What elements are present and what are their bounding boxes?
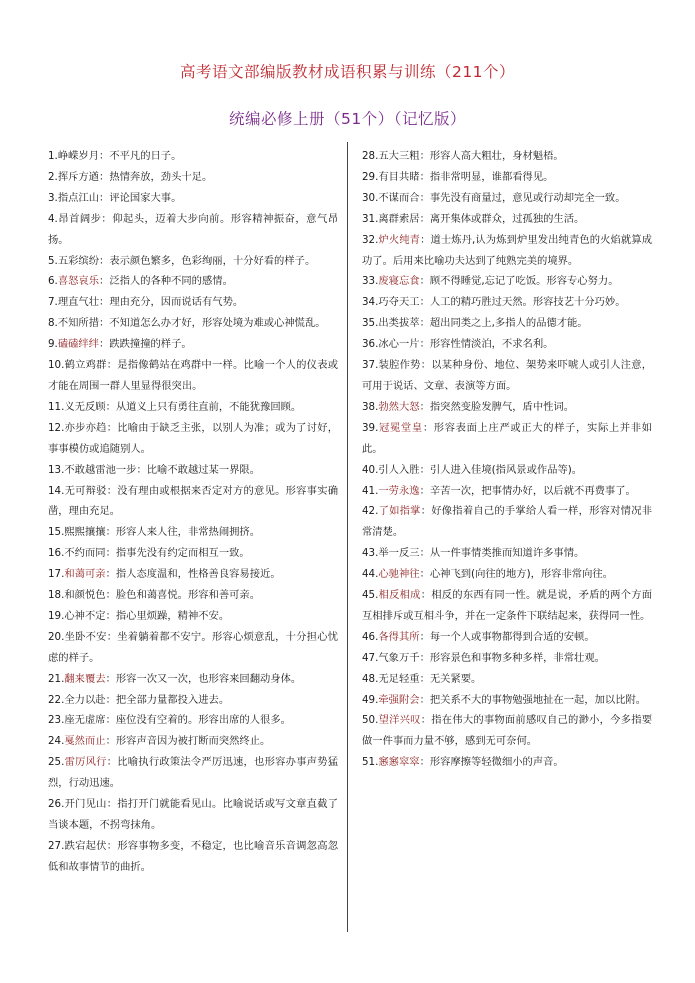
entry-separator: ： (105, 400, 116, 413)
entry-number: 25. (48, 756, 65, 769)
entry-number: 49. (362, 693, 379, 706)
entry-separator: ： (419, 170, 430, 183)
idiom-entry (48, 251, 338, 272)
idiom-term: 雷厉风行 (64, 756, 107, 769)
idiom-entry (48, 585, 338, 606)
entry-separator: ： (419, 651, 430, 664)
entry-number: 7. (48, 296, 58, 309)
entry-number: 8. (48, 317, 58, 330)
idiom-entry (48, 690, 338, 711)
entry-separator: ： (419, 150, 430, 162)
entry-number: 33. (362, 275, 379, 288)
idiom-term: 巧夺天工 (378, 296, 420, 309)
idiom-definition: 心神飞到(向往的地方)，形容非常向往。 (429, 568, 613, 581)
entry-separator: ： (106, 630, 118, 643)
idiom-term: 相反相成 (378, 589, 421, 602)
idiom-definition: 指事先没有约定而相互一致。 (115, 547, 250, 560)
idiom-term: 座无虚席 (64, 714, 106, 727)
idiom-entry (48, 271, 338, 292)
entry-number: 44. (362, 568, 379, 581)
idiom-entry (48, 167, 338, 188)
entry-number: 4. (48, 212, 58, 225)
entry-number: 1. (48, 150, 58, 162)
entry-separator: ： (101, 212, 113, 225)
idiom-definition: 形容事物多变，不稳定，也比喻音乐音调忽高忽低和故事情节的曲折。 (48, 839, 339, 873)
entry-number: 27. (48, 839, 65, 852)
idiom-term: 理直气壮 (57, 296, 100, 309)
idiom-definition: 顾不得睡觉,忘记了吃饭。形容专心努力。 (429, 275, 619, 288)
idiom-definition: 不知道怎么办才好，形容处境为难或心神慌乱。 (109, 317, 326, 330)
idiom-definition: 坐着躺着都不安宁。形容心烦意乱，十分担心忧虑的样子。 (48, 630, 339, 664)
entry-number: 36. (362, 338, 379, 351)
idiom-term: 有目共睹 (378, 170, 420, 183)
idiom-term: 装腔作势 (378, 359, 421, 372)
idiom-entry (48, 669, 338, 690)
entry-separator: ： (99, 338, 110, 351)
idiom-term: 坐卧不安 (64, 630, 107, 643)
entry-separator: ： (419, 317, 430, 330)
idiom-definition: 座位没有空着的。形容出席的人很多。 (115, 714, 291, 727)
idiom-definition: 从一件事情类推而知道许多事情。 (429, 547, 585, 560)
idiom-term: 不约而同 (64, 547, 106, 560)
idiom-definition: 泛指人的各种不同的感情。 (109, 275, 233, 288)
entry-separator: ： (419, 693, 430, 706)
entry-separator: ： (136, 463, 147, 476)
entry-number: 37. (362, 359, 379, 372)
idiom-definition: 离开集体或群众，过孤独的生活。 (429, 212, 585, 225)
entry-number: 9. (48, 338, 58, 351)
idiom-entry (362, 564, 652, 585)
entry-separator: ： (105, 526, 116, 539)
idiom-term: 出类拔萃 (378, 317, 420, 330)
idiom-definition: 仰起头，迈着大步向前。形容精神振奋，意气昂扬。 (48, 212, 339, 246)
idiom-definition: 把全部力量都投入进去。 (115, 693, 230, 706)
entry-number: 16. (48, 547, 65, 560)
idiom-entry (48, 313, 338, 334)
idiom-term: 心神不定 (64, 609, 106, 622)
idiom-entry (362, 543, 652, 564)
idiom-entry (362, 710, 652, 752)
idiom-entry (362, 271, 652, 292)
idiom-entry (48, 355, 338, 397)
idiom-entry (48, 836, 338, 878)
idiom-entry (362, 648, 652, 669)
entry-separator: ： (105, 609, 116, 622)
idiom-term: 熙熙攘攘 (64, 526, 106, 539)
entry-number: 39. (362, 421, 379, 434)
entry-number: 22. (48, 693, 65, 706)
entry-separator: ： (419, 212, 430, 225)
idiom-entry (48, 209, 338, 251)
entry-separator: ： (105, 735, 116, 748)
idiom-term: 和蔼可亲 (64, 568, 106, 581)
idiom-definition: 指突然变脸发脾气，盾中性词。 (429, 400, 575, 413)
idiom-definition: 脸色和蔼喜悦。形容和善可亲。 (115, 589, 261, 602)
idiom-term: 无足轻重 (378, 672, 420, 685)
idiom-definition: 形容景色和事物多种多样，非常壮观。 (429, 651, 605, 664)
idiom-term: 跌宕起伏 (64, 839, 107, 852)
entry-separator: ： (105, 568, 116, 581)
entry-number: 19. (48, 609, 65, 622)
entry-number: 38. (362, 400, 379, 413)
entry-separator: ： (422, 421, 434, 434)
entry-separator: ： (106, 484, 118, 497)
idiom-term: 冠冕堂皇 (378, 421, 423, 434)
entry-separator: ： (105, 714, 116, 727)
idiom-definition: 形容人来人往，非常热闹拥挤。 (115, 526, 261, 539)
idiom-definition: 指非常明显，谁都看得见。 (429, 170, 554, 183)
entry-number: 18. (48, 589, 65, 602)
entry-number: 43. (362, 547, 379, 560)
idiom-term: 鹤立鸡群 (64, 359, 107, 372)
idiom-definition: 超出同类之上,多指人的品德才能。 (429, 317, 588, 330)
idiom-entry (362, 627, 652, 648)
idiom-entry (362, 690, 652, 711)
idiom-term: 义无反顾 (64, 400, 106, 413)
entry-number: 35. (362, 317, 379, 330)
entry-separator: ： (99, 275, 110, 288)
idiom-term: 开门见山 (64, 798, 107, 811)
idiom-definition: 引人进入佳境(指风景或作品等)。 (429, 463, 583, 476)
idiom-definition: 形容性情淡泊，不求名利。 (429, 338, 554, 351)
entry-separator: ： (419, 191, 430, 204)
idiom-term: 五大三粗 (378, 150, 420, 162)
idiom-term: 牵强附会 (378, 693, 420, 706)
left-column (48, 146, 338, 878)
idiom-definition: 比喻由于缺乏主张，以别人为准；或为了讨好，事事模仿或追随别人。 (48, 421, 339, 455)
idiom-definition: 辛苦一次，把事情办好，以后就不再费事了。 (429, 484, 636, 497)
idiom-term: 气象万千 (378, 651, 420, 664)
idiom-term: 戛然而止 (64, 735, 106, 748)
idiom-entry (362, 167, 652, 188)
entry-number: 10. (48, 359, 65, 372)
entry-number: 20. (48, 630, 65, 643)
idiom-entry (48, 418, 338, 460)
entry-number: 32. (362, 233, 379, 246)
document-subtitle: 统编必修上册（51个）（记忆版） (229, 110, 466, 128)
entry-separator: ： (420, 359, 432, 372)
idiom-definition: 形容表面上庄严或正大的样子，实际上并非如此。 (362, 421, 653, 455)
idiom-definition: 事先没有商量过，意见或行动却完全一致。 (429, 191, 626, 204)
idiom-entry (48, 564, 338, 585)
idiom-entry (48, 460, 338, 481)
idiom-entry (362, 230, 652, 272)
entry-separator: ： (419, 547, 430, 560)
idiom-definition: 跌跌撞撞的样子。 (109, 338, 192, 351)
entry-number: 11. (48, 400, 65, 413)
idiom-entry (362, 355, 652, 397)
entry-separator: ： (106, 756, 118, 769)
entry-number: 30. (362, 191, 379, 204)
idiom-term: 勃然大怒 (378, 400, 420, 413)
idiom-term: 望洋兴叹 (378, 714, 421, 727)
entry-separator: ： (106, 798, 118, 811)
entry-number: 31. (362, 212, 379, 225)
idiom-term: 全力以赴 (64, 693, 106, 706)
idiom-definition: 好像指着自己的手掌给人看一样，形容对情况非常清楚。 (362, 505, 653, 539)
entry-separator: ： (419, 338, 430, 351)
idiom-definition: 是指像鹤站在鸡群中一样。比喻一个人的仪表或才能在周围一群人里显得很突出。 (48, 359, 339, 392)
entry-separator: ： (105, 672, 116, 685)
entry-separator: ： (420, 589, 432, 602)
idiom-term: 亦步亦趋 (64, 421, 107, 434)
idiom-definition: 相反的东西有同一性。就是说，矛盾的两个方面互相排斥或互相斗争，并在一定条件下联结起来，获得同一性。 (362, 589, 653, 622)
idiom-entry (362, 334, 652, 355)
entry-number: 5. (48, 254, 58, 267)
idiom-term: 五彩缤纷 (57, 254, 100, 267)
idiom-definition: 每一个人或事物都得到合适的安顿。 (429, 630, 595, 643)
idiom-term: 各得其所 (378, 630, 420, 643)
idiom-definition: 人工的精巧胜过天然。形容技艺十分巧妙。 (429, 296, 626, 309)
idiom-entry (362, 752, 652, 773)
idiom-definition: 理由充分，因而说话有气势。 (109, 296, 244, 309)
idiom-definition: 指在伟大的事物面前感叹自己的渺小，今多指要做一件事而力量不够，感到无可奈何。 (362, 714, 653, 748)
entry-number: 21. (48, 672, 65, 685)
idiom-entry (48, 731, 338, 752)
idiom-entry (362, 418, 652, 460)
entry-separator: ： (99, 254, 110, 267)
idiom-term: 喜怒哀乐 (57, 275, 100, 288)
entry-separator: ： (419, 296, 430, 309)
idiom-entry (362, 501, 652, 543)
idiom-definition: 指打开门就能看见山。比喻说话或写文章直截了当谈本题，不拐弯抹角。 (48, 798, 339, 831)
entry-number: 29. (362, 170, 379, 183)
idiom-definition: 不平凡的日子。 (109, 150, 182, 162)
idiom-definition: 道士炼丹,认为炼到炉里发出纯青色的火焰就算成功了。后用来比喻功夫达到了纯熟完美的境界。 (362, 233, 653, 267)
idiom-term: 和颜悦色 (64, 589, 106, 602)
entry-separator: ： (105, 547, 116, 560)
idiom-definition: 把关系不大的事物勉强地扯在一起，加以比附。 (429, 693, 647, 706)
entry-number: 50. (362, 714, 379, 727)
idiom-term: 窸窸窣窣 (378, 756, 420, 769)
entry-separator: ： (106, 421, 118, 434)
idiom-term: 翻来覆去 (64, 672, 106, 685)
entry-separator: ： (419, 275, 430, 288)
idiom-term: 不知所措 (57, 317, 100, 330)
entry-separator: ： (419, 568, 430, 581)
entry-number: 24. (48, 735, 65, 748)
idiom-entry (48, 752, 338, 794)
idiom-term: 冰心一片 (378, 338, 420, 351)
idiom-term: 磕磕绊绊 (57, 338, 100, 351)
idiom-term: 不谋而合 (378, 191, 420, 204)
entry-separator: ： (420, 714, 432, 727)
idiom-definition: 形容声音因为被打断而突然终止。 (115, 735, 271, 748)
idiom-entry (362, 209, 652, 230)
idiom-definition: 形容摩擦等轻微细小的声音。 (429, 756, 564, 769)
entry-number: 51. (362, 756, 379, 769)
idiom-term: 一劳永逸 (378, 484, 420, 497)
entry-separator: ： (99, 191, 110, 204)
idiom-entry (362, 460, 652, 481)
idiom-entry (48, 627, 338, 669)
idiom-definition: 指心里烦躁，精神不安。 (115, 609, 230, 622)
idiom-entry (48, 146, 338, 167)
idiom-entry (48, 606, 338, 627)
idiom-entry (362, 292, 652, 313)
idiom-term: 挥斥方遒 (57, 170, 100, 183)
idiom-term: 峥嵘岁月 (57, 150, 100, 162)
idiom-entry (48, 334, 338, 355)
idiom-term: 离群索居 (378, 212, 420, 225)
idiom-entry (48, 522, 338, 543)
entry-number: 12. (48, 421, 65, 434)
entry-number: 40. (362, 463, 379, 476)
idiom-definition: 比喻不敢越过某一界限。 (146, 463, 261, 476)
entry-separator: ： (105, 693, 116, 706)
entry-separator: ： (99, 150, 110, 162)
idiom-entry (48, 188, 338, 209)
idiom-entry (48, 397, 338, 418)
right-column (362, 146, 652, 773)
idiom-entry (362, 146, 652, 167)
idiom-term: 不敢越雷池一步 (64, 463, 137, 476)
entry-separator: ： (99, 170, 110, 183)
idiom-entry (48, 710, 338, 731)
idiom-entry (48, 481, 338, 523)
entry-number: 45. (362, 589, 379, 602)
entry-number: 14. (48, 484, 65, 497)
idiom-definition: 从道义上只有勇往直前，不能犹豫回顾。 (115, 400, 302, 413)
entry-separator: ： (106, 359, 118, 372)
entry-number: 28. (362, 150, 379, 162)
idiom-definition: 无关紧要。 (429, 672, 482, 685)
idiom-definition: 评论国家大事。 (109, 191, 182, 204)
idiom-definition: 指人态度温和，性格善良容易接近。 (115, 568, 281, 581)
entry-separator: ： (99, 317, 110, 330)
idiom-definition: 比喻执行政策法令严厉迅速，也形容办事声势猛烈，行动迅速。 (48, 756, 339, 790)
idiom-term: 炉火纯青 (378, 233, 421, 246)
idiom-term: 引人入胜 (378, 463, 420, 476)
document-title: 高考语文部编版教材成语积累与训练（211个） (179, 63, 516, 81)
entry-separator: ： (419, 672, 430, 685)
entry-separator: ： (419, 484, 430, 497)
idiom-entry (48, 543, 338, 564)
idiom-term: 无可辩驳 (64, 484, 107, 497)
idiom-entry (362, 585, 652, 627)
entry-separator: ： (99, 296, 110, 309)
entry-number: 46. (362, 630, 379, 643)
entry-number: 42. (362, 505, 379, 518)
idiom-entry (48, 292, 338, 313)
entry-separator: ： (106, 839, 118, 852)
entry-number: 3. (48, 191, 58, 204)
idiom-definition: 形容人高大粗壮，身材魁梧。 (429, 150, 564, 162)
entry-number: 2. (48, 170, 58, 183)
idiom-definition: 以某种身份、地位、架势来吓唬人或引人注意，可用于说话、文章、表演等方面。 (362, 359, 653, 392)
entry-separator: ： (105, 589, 116, 602)
idiom-definition: 表示颜色繁多，色彩绚丽，十分好看的样子。 (109, 254, 316, 267)
idiom-entry (362, 188, 652, 209)
entry-number: 26. (48, 798, 65, 811)
entry-separator: ： (420, 505, 432, 518)
entry-separator: ： (419, 756, 430, 769)
idiom-term: 心驰神往 (378, 568, 420, 581)
idiom-term: 了如指掌 (378, 505, 421, 518)
idiom-definition: 热情奔放，劲头十足。 (109, 170, 213, 183)
entry-number: 15. (48, 526, 65, 539)
entry-separator: ： (420, 233, 431, 246)
idiom-entry (362, 481, 652, 502)
entry-number: 23. (48, 714, 65, 727)
idiom-term: 废寝忘食 (378, 275, 420, 288)
entry-number: 17. (48, 568, 65, 581)
idiom-entry (362, 313, 652, 334)
idiom-definition: 形容一次又一次，也形容来回翻动身体。 (115, 672, 302, 685)
column-divider (347, 142, 348, 932)
idiom-term: 举一反三 (378, 547, 420, 560)
idiom-term: 昂首阔步 (57, 212, 102, 225)
idiom-entry (48, 794, 338, 836)
entry-number: 47. (362, 651, 379, 664)
entry-number: 41. (362, 484, 379, 497)
idiom-definition: 没有理由或根据来否定对方的意见。形容事实确凿，理由充足。 (48, 484, 339, 518)
entry-number: 6. (48, 275, 58, 288)
entry-separator: ： (419, 463, 430, 476)
idiom-entry (362, 397, 652, 418)
entry-number: 48. (362, 672, 379, 685)
idiom-entry (362, 669, 652, 690)
entry-number: 13. (48, 463, 65, 476)
entry-number: 34. (362, 296, 379, 309)
idiom-term: 指点江山 (57, 191, 100, 204)
entry-separator: ： (419, 630, 430, 643)
entry-separator: ： (419, 400, 430, 413)
